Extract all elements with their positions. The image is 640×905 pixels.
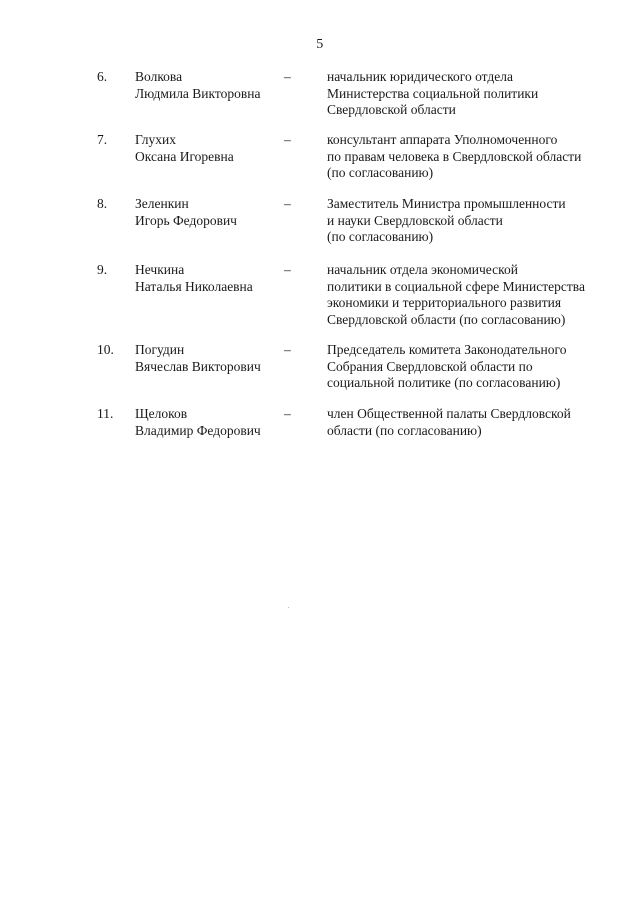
member-role <box>327 262 602 328</box>
member-role <box>327 342 602 392</box>
member-row <box>0 262 640 342</box>
member-dash: – <box>284 69 291 84</box>
member-role-line: Свердловской области <box>327 102 456 117</box>
member-role <box>327 132 602 182</box>
members-list <box>0 69 640 446</box>
member-row <box>0 406 640 446</box>
member-role-line: член Общественной палаты Свердловской <box>327 406 571 421</box>
member-given-names: Людмила Викторовна <box>135 85 261 101</box>
member-surname: Волкова <box>135 69 183 84</box>
member-number: 10. <box>97 342 114 357</box>
member-row <box>0 69 640 132</box>
member-dash: – <box>284 132 291 147</box>
member-number: 6. <box>97 69 108 84</box>
member-role-line: социальной политике (по согласованию) <box>327 375 561 390</box>
member-role-line: начальник юридического отдела <box>327 69 513 84</box>
member-role-line: консультант аппарата Уполномоченного <box>327 132 558 147</box>
member-role-line: Свердловской области (по согласованию) <box>327 311 566 327</box>
member-role-line: политики в социальной сфере Министерства <box>327 278 585 294</box>
member-surname: Зеленкин <box>135 196 189 211</box>
member-name <box>135 132 234 165</box>
member-role-line: Собрания Свердловской области по <box>327 358 533 374</box>
member-role-line: (по согласованию) <box>327 165 434 180</box>
member-dash: – <box>284 406 291 421</box>
member-role-line: Председатель комитета Законодательного <box>327 342 567 357</box>
member-role <box>327 406 602 439</box>
member-dash: – <box>284 196 291 211</box>
member-name <box>135 69 260 102</box>
member-given-names: Игорь Федорович <box>135 212 237 228</box>
member-number: 9. <box>97 262 108 277</box>
member-role-line: Министерства социальной политики <box>327 85 539 101</box>
member-role-line: и науки Свердловской области <box>327 212 503 228</box>
member-surname: Погудин <box>135 342 185 357</box>
member-role-line: (по согласованию) <box>327 229 434 244</box>
member-row <box>0 132 640 196</box>
member-name <box>135 406 261 439</box>
member-dash: – <box>284 262 291 277</box>
member-name <box>135 342 261 375</box>
member-surname: Нечкина <box>135 262 185 277</box>
page-number: 5 <box>316 37 324 52</box>
member-name <box>135 262 253 295</box>
member-name <box>135 196 237 229</box>
member-role-line: начальник отдела экономической <box>327 262 518 277</box>
member-role-line: по правам человека в Свердловской области <box>327 148 582 164</box>
member-role-line: экономики и территориального развития <box>327 295 562 310</box>
member-surname: Глухих <box>135 132 177 147</box>
member-given-names: Оксана Игоревна <box>135 148 234 164</box>
member-dash: – <box>284 342 291 357</box>
member-role <box>327 69 602 119</box>
member-given-names: Владимир Федорович <box>135 422 261 438</box>
member-number: 11. <box>97 406 114 421</box>
member-number: 8. <box>97 196 108 211</box>
member-number: 7. <box>97 132 108 147</box>
member-row <box>0 196 640 262</box>
member-given-names: Наталья Николаевна <box>135 278 253 294</box>
member-role-line: Заместитель Министра промышленности <box>327 196 566 211</box>
member-role-line: области (по согласованию) <box>327 422 482 438</box>
member-surname: Щелоков <box>135 406 188 421</box>
scan-speck <box>288 607 289 608</box>
member-given-names: Вячеслав Викторович <box>135 358 261 374</box>
member-row <box>0 342 640 406</box>
member-role <box>327 196 602 246</box>
